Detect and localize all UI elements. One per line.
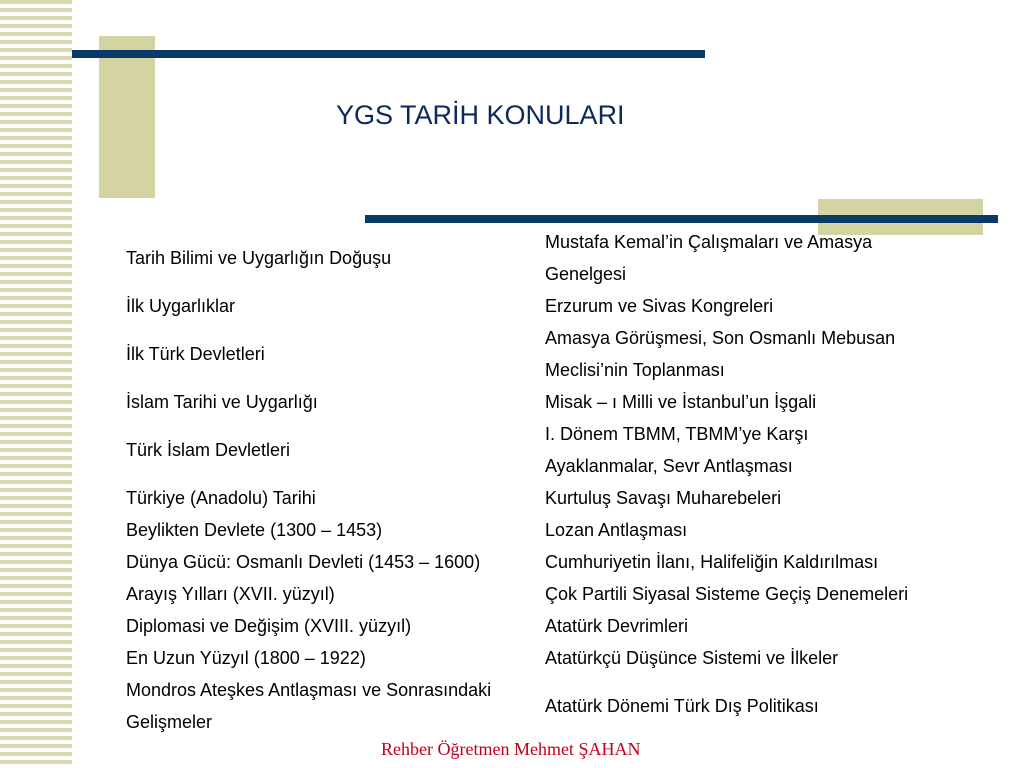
topic-left: Beylikten Devlete (1300 – 1453): [126, 520, 383, 540]
topic-left: İlk Türk Devletleri: [126, 344, 265, 364]
decorative-middle-bar: [365, 215, 998, 223]
topic-right: [545, 290, 986, 322]
topic-right-line: Atatürkçü Düşünce Sistemi ve İlkeler: [545, 648, 839, 668]
topic-row: [126, 578, 986, 610]
topic-right: [545, 226, 986, 290]
topic-right-line: I. Dönem TBMM, TBMM’ye Karşı: [545, 424, 809, 444]
topic-left: Türkiye (Anadolu) Tarihi: [126, 488, 316, 508]
topic-left: Arayış Yılları (XVII. yüzyıl): [126, 584, 335, 604]
topic-right: [545, 482, 986, 514]
topic-left: Türk İslam Devletleri: [126, 440, 291, 460]
topic-right-line: Mustafa Kemal’in Çalışmaları ve Amasya: [545, 232, 873, 252]
topic-row: [126, 386, 986, 418]
topic-right-line: Cumhuriyetin İlanı, Halifeliğin Kaldırılması: [545, 552, 879, 572]
topic-right-line: Lozan Antlaşması: [545, 520, 688, 540]
topic-row: [126, 642, 986, 674]
topic-right: [545, 610, 986, 642]
topic-left: İlk Uygarlıklar: [126, 296, 236, 316]
topic-right: [545, 386, 986, 418]
topic-row: [126, 322, 986, 386]
topics-table: [126, 226, 986, 738]
topic-right-line: Atatürk Devrimleri: [545, 616, 689, 636]
topic-right-line: Amasya Görüşmesi, Son Osmanlı Mebusan: [545, 328, 896, 348]
topic-left: Dünya Gücü: Osmanlı Devleti (1453 – 1600): [126, 552, 481, 572]
topic-left: Mondros Ateşkes Antlaşması ve Sonrasındaki Gelişmeler: [126, 680, 492, 732]
topic-row: [126, 674, 986, 738]
decorative-top-bar: [72, 50, 705, 58]
topic-left: Tarih Bilimi ve Uygarlığın Doğuşu: [126, 248, 392, 268]
topic-left: Diplomasi ve Değişim (XVIII. yüzyıl): [126, 616, 412, 636]
topic-right-line: Çok Partili Siyasal Sisteme Geçiş Denemeleri: [545, 584, 909, 604]
topic-row: [126, 290, 986, 322]
topic-row: [126, 546, 986, 578]
topic-right: [545, 578, 986, 610]
decorative-olive-box-left: [99, 36, 155, 198]
topic-row: [126, 610, 986, 642]
topic-right: [545, 642, 986, 674]
topic-left: İslam Tarihi ve Uygarlığı: [126, 392, 318, 412]
slide-title: YGS TARİH KONULARI: [336, 100, 625, 130]
topic-right-line: Kurtuluş Savaşı Muharebeleri: [545, 488, 782, 508]
topic-right-line: Meclisi’nin Toplanması: [545, 360, 725, 380]
topic-left: En Uzun Yüzyıl (1800 – 1922): [126, 648, 366, 668]
topic-right-line: Erzurum ve Sivas Kongreleri: [545, 296, 774, 316]
topic-right-line: Ayaklanmalar, Sevr Antlaşması: [545, 456, 793, 476]
topic-right-line: Misak – ı Milli ve İstanbul’un İşgali: [545, 392, 817, 412]
topic-right: [545, 546, 986, 578]
topic-right-line: Genelgesi: [545, 264, 627, 284]
topic-row: [126, 418, 986, 482]
topic-row: [126, 482, 986, 514]
decorative-stripes: [0, 0, 72, 768]
topic-right: [545, 674, 986, 738]
topic-right: [545, 322, 986, 386]
topic-right: [545, 418, 986, 482]
footer-author: Rehber Öğretmen Mehmet ŞAHAN: [381, 739, 641, 759]
topic-right-line: Atatürk Dönemi Türk Dış Politikası: [545, 696, 819, 716]
topic-row: [126, 514, 986, 546]
topic-row: [126, 226, 986, 290]
topic-right: [545, 514, 986, 546]
